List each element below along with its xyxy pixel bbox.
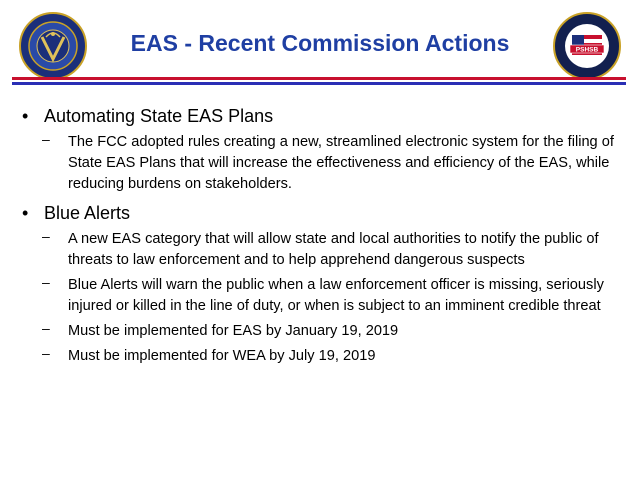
dash-icon: – <box>42 320 50 336</box>
sub-bullet-text: Must be implemented for WEA by July 19, 2019 <box>68 348 376 364</box>
sub-bullet-text: Must be implemented for EAS by January 19, 2019 <box>68 323 399 339</box>
slide-content <box>22 104 622 371</box>
sub-bullet-text: A new EAS category that will allow state and local authorities to notify the public of threats to law enforcement and to help apprehend dangerous suspects <box>68 231 599 268</box>
sub-bullet-text: Blue Alerts will warn the public when a law enforcement officer is missing, seriously injured or killed in the line of duty, or when is subject to an imminent credible threat <box>68 277 604 314</box>
dash-icon: – <box>42 274 50 290</box>
bullet-text: Automating State EAS Plans <box>44 106 274 126</box>
sub-bullet <box>22 229 622 271</box>
bullet-icon: • <box>22 106 29 126</box>
fcc-seal-icon <box>18 11 88 81</box>
sub-bullet <box>22 346 622 367</box>
slide-title: EAS - Recent Commission Actions <box>130 30 510 56</box>
sub-bullet <box>22 275 622 317</box>
pshsb-seal-icon <box>552 11 622 81</box>
sub-bullet <box>22 132 622 195</box>
svg-text:PSHSB: PSHSB <box>575 46 599 54</box>
bullet-blue-alerts <box>22 201 622 225</box>
bullet-automating-state-eas-plans <box>22 104 622 128</box>
sub-bullet <box>22 321 622 342</box>
dash-icon: – <box>42 131 50 147</box>
dash-icon: – <box>42 345 50 361</box>
title-divider-red <box>12 77 626 80</box>
bullet-text: Blue Alerts <box>44 203 131 223</box>
title-divider-blue <box>12 82 626 85</box>
bullet-icon: • <box>22 203 29 223</box>
sub-bullet-text: The FCC adopted rules creating a new, streamlined electronic system for the filing of State EAS Plans that will increase the effectiveness and efficiency of the EAS, while reducing burdens on stakeholders. <box>68 134 614 192</box>
dash-icon: – <box>42 228 50 244</box>
